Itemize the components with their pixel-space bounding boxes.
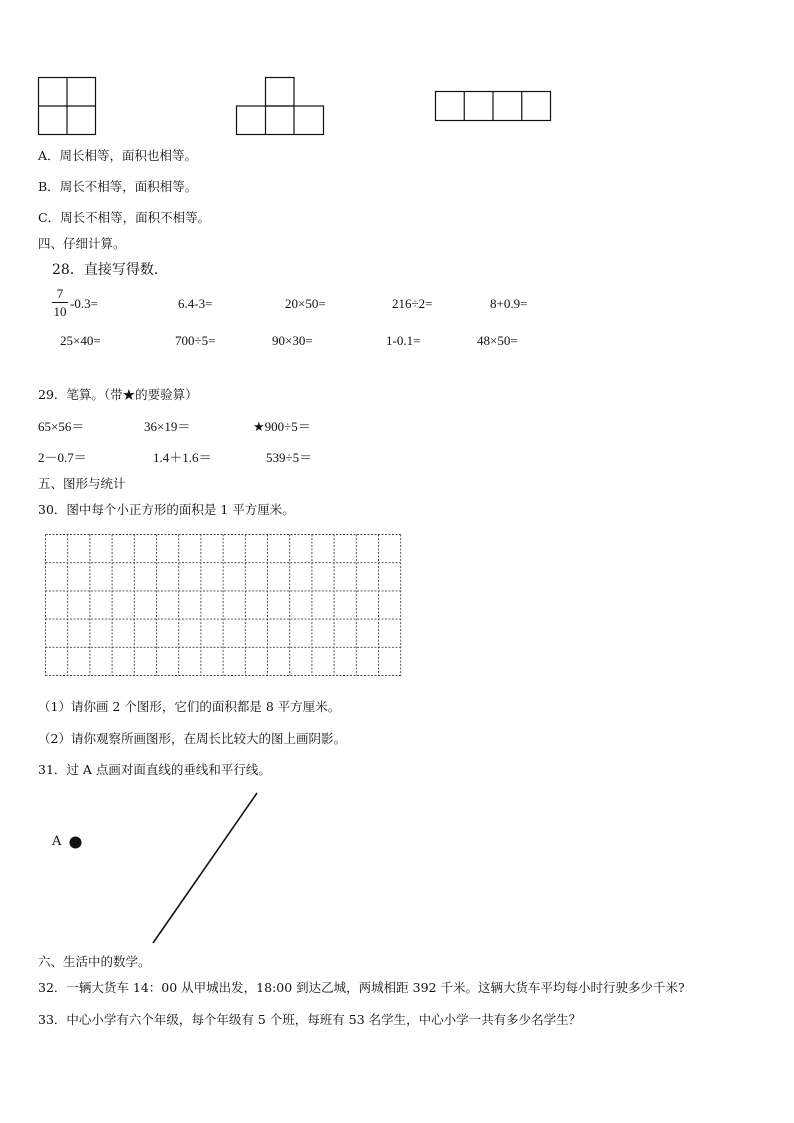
q28-r2-c2: 700÷5= (175, 333, 216, 348)
fraction-denominator: 10 (53, 304, 67, 319)
square-grid (45, 534, 403, 678)
section4-title: 四、仔细计算。 (38, 236, 126, 251)
q28-r1-c4: 216÷2= (392, 296, 433, 311)
q28-r1-c2: 6.4-3= (178, 296, 213, 311)
q29-r1-c1: 65×56＝ (38, 419, 85, 434)
q29-title: 29．笔算。（带★的要验算） (38, 387, 198, 402)
q29-r2-c3: 539÷5＝ (266, 450, 313, 465)
given-straight-line (150, 790, 260, 946)
q29-r1-c2: 36×19＝ (144, 419, 191, 434)
point-a-label: A (52, 834, 62, 849)
section6-title: 六、生活中的数学。 (38, 954, 151, 969)
q28-r2-c1: 25×40= (60, 333, 101, 348)
shape-square-2x2 (38, 77, 98, 137)
q30-title: 30．图中每个小正方形的面积是 1 平方厘米。 (38, 502, 295, 517)
q28-fraction (52, 286, 68, 319)
shape-t-tetromino (236, 77, 326, 137)
shape-row-1x4 (435, 91, 553, 123)
option-c-text: 周长不相等，面积不相等。 (60, 210, 211, 225)
section5-title: 五、图形与统计 (38, 476, 126, 491)
q28-r2-c5: 48×50= (477, 333, 518, 348)
option-b (38, 177, 197, 195)
option-b-text: 周长不相等，面积相等。 (59, 179, 198, 194)
point-a-dot (69, 836, 83, 850)
q28-r2-c4: 1-0.1= (386, 333, 421, 348)
q30-sub2: （2）请你观察所画图形，在周长比较大的图上画阴影。 (38, 731, 346, 746)
q32-text: 32．一辆大货车 14：00 从甲城出发，18:00 到达乙城，两城相距 392 千米。这辆大货车平均每小时行驶多少千米? (38, 980, 685, 995)
q29-r2-c1: 2－0.7＝ (38, 450, 87, 465)
option-c (38, 208, 210, 226)
option-b-label: B． (38, 179, 60, 194)
fraction-bar (52, 302, 68, 303)
q30-sub1: （1）请你画 2 个图形，它们的面积都是 8 平方厘米。 (38, 699, 341, 714)
q33-text: 33．中心小学有六个年级，每个年级有 5 个班，每班有 53 名学生，中心小学一共有多少名学生？ (38, 1012, 582, 1027)
q28-title: 28．直接写得数． (52, 262, 168, 278)
fraction-numerator: 7 (56, 286, 64, 301)
q28-r1-c1: -0.3= (70, 296, 98, 311)
q28-r1-c3: 20×50= (285, 296, 326, 311)
option-a (38, 146, 197, 164)
option-a-label: A． (38, 148, 60, 163)
q29-r2-c2: 1.4＋1.6＝ (153, 450, 212, 465)
q28-r1-c5: 8+0.9= (490, 296, 528, 311)
option-a-text: 周长相等，面积也相等。 (59, 148, 198, 163)
q28-r2-c3: 90×30= (272, 333, 313, 348)
option-c-label: C． (38, 210, 61, 225)
q29-r1-c3: ★900÷5＝ (253, 419, 311, 434)
q31-title: 31．过 A 点画对面直线的垂线和平行线。 (38, 762, 271, 777)
